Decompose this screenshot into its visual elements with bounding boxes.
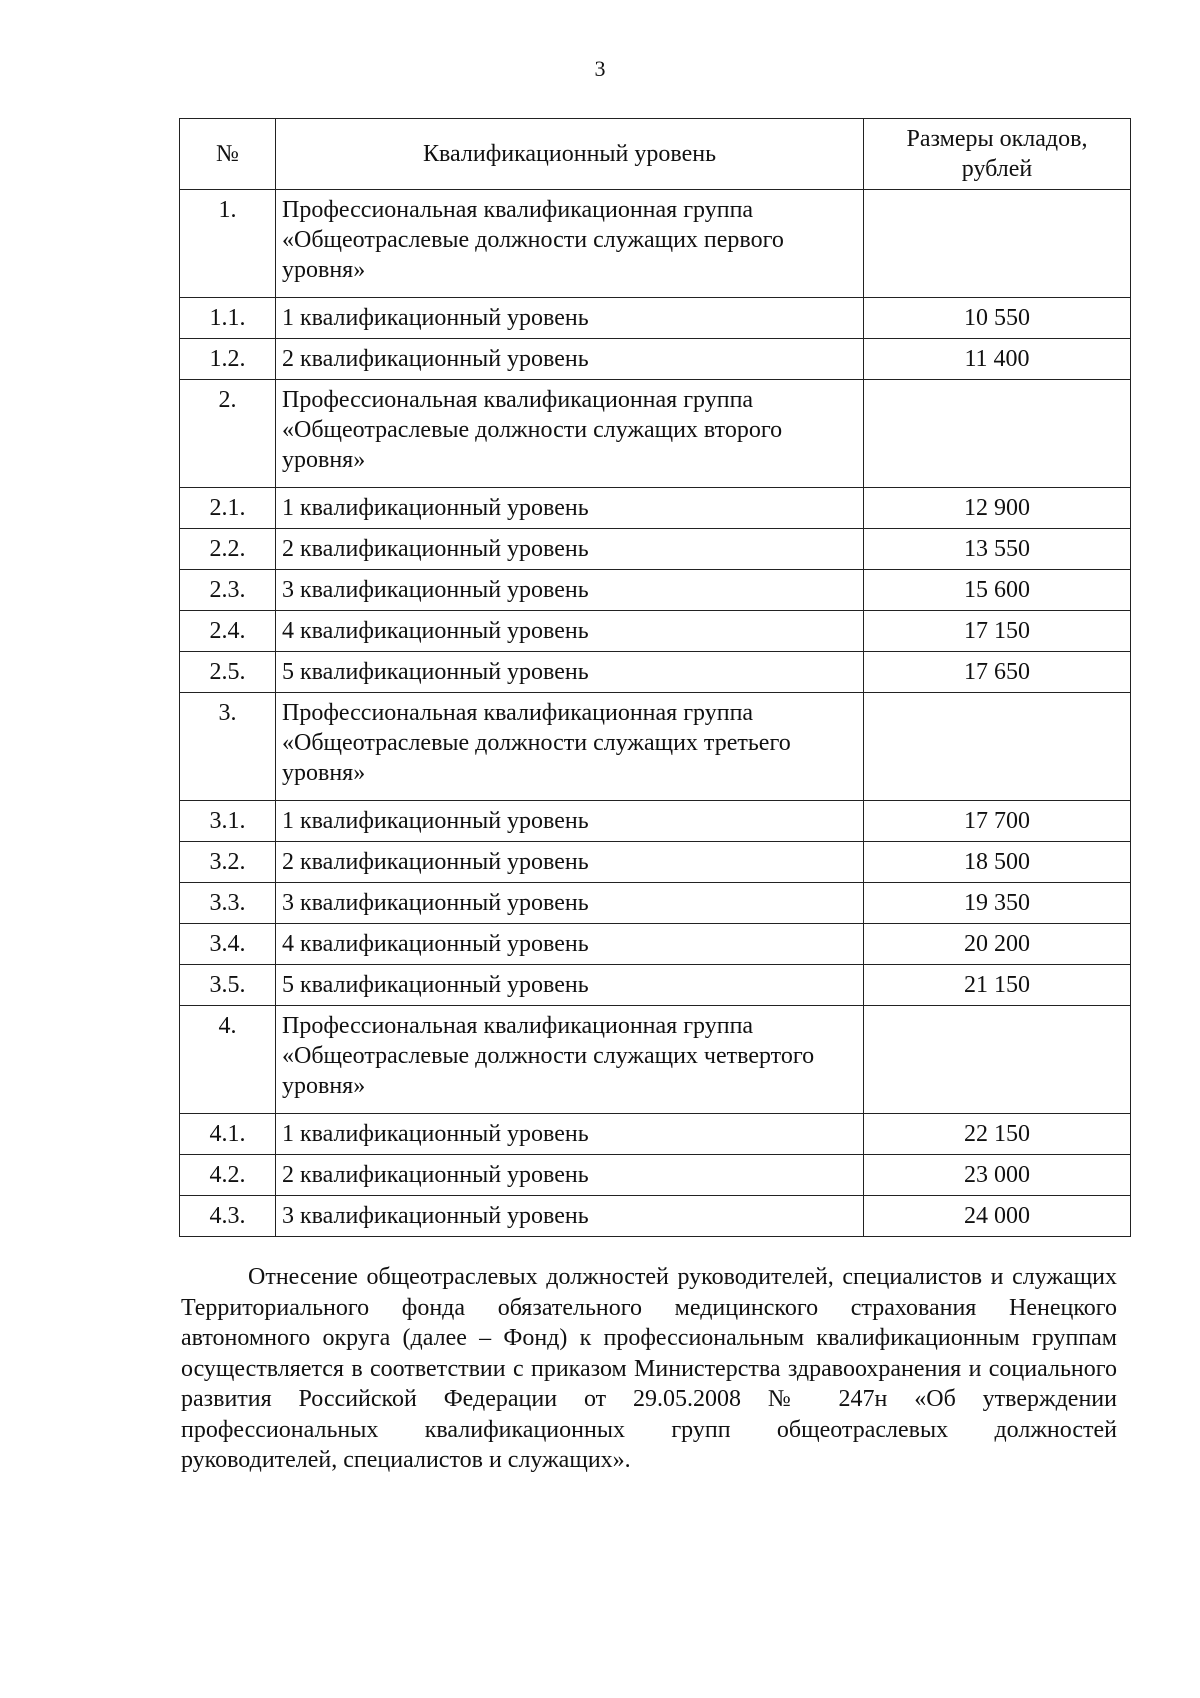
header-number: № <box>180 119 276 190</box>
salary-value: 22 150 <box>864 1114 1131 1155</box>
table-row-group <box>180 1006 1131 1114</box>
row-number: 2.3. <box>180 570 276 611</box>
row-number: 3.2. <box>180 842 276 883</box>
salary-value: 17 650 <box>864 652 1131 693</box>
row-number: 3. <box>180 693 276 801</box>
salary-value: 15 600 <box>864 570 1131 611</box>
row-number: 2.2. <box>180 529 276 570</box>
table-row <box>180 529 1131 570</box>
level-name: 1 квалификационный уровень <box>276 298 864 339</box>
level-name: 4 квалификационный уровень <box>276 924 864 965</box>
group-title: Профессиональная квалификационная группа «Общеотраслевые должности служащих четвертого уровня» <box>276 1006 864 1114</box>
row-number: 4.1. <box>180 1114 276 1155</box>
table-row <box>180 924 1131 965</box>
row-number: 4.2. <box>180 1155 276 1196</box>
salary-value <box>864 190 1131 298</box>
salary-value: 11 400 <box>864 339 1131 380</box>
group-title: Профессиональная квалификационная группа «Общеотраслевые должности служащих первого уровня» <box>276 190 864 298</box>
table-row <box>180 1196 1131 1237</box>
table-row-group <box>180 693 1131 801</box>
level-name: 3 квалификационный уровень <box>276 1196 864 1237</box>
salary-value <box>864 1006 1131 1114</box>
level-name: 1 квалификационный уровень <box>276 1114 864 1155</box>
header-level: Квалификационный уровень <box>276 119 864 190</box>
page-number: 3 <box>594 56 606 81</box>
salary-value: 19 350 <box>864 883 1131 924</box>
table-row <box>180 842 1131 883</box>
salary-value: 17 700 <box>864 801 1131 842</box>
row-number: 1.2. <box>180 339 276 380</box>
table-row <box>180 652 1131 693</box>
level-name: 4 квалификационный уровень <box>276 611 864 652</box>
table-row-group <box>180 190 1131 298</box>
level-name: 5 квалификационный уровень <box>276 965 864 1006</box>
group-title: Профессиональная квалификационная группа «Общеотраслевые должности служащих второго уровня» <box>276 380 864 488</box>
salary-value <box>864 380 1131 488</box>
level-name: 3 квалификационный уровень <box>276 570 864 611</box>
row-number: 1.1. <box>180 298 276 339</box>
level-name: 5 квалификационный уровень <box>276 652 864 693</box>
table-row <box>180 965 1131 1006</box>
table-row <box>180 1114 1131 1155</box>
row-number: 3.1. <box>180 801 276 842</box>
level-name: 2 квалификационный уровень <box>276 842 864 883</box>
header-salary: Размеры окладов, рублей <box>864 119 1131 190</box>
salary-value: 23 000 <box>864 1155 1131 1196</box>
level-name: 2 квалификационный уровень <box>276 339 864 380</box>
table-row-group <box>180 380 1131 488</box>
salary-value: 13 550 <box>864 529 1131 570</box>
level-name: 1 квалификационный уровень <box>276 488 864 529</box>
body-paragraph: Отнесение общеотраслевых должностей руководителей, специалистов и служащих Территориального фонда обязательного медицинского страхования Ненецкого автономного округа (далее – Фонд) к профессиональным квалификационным группам осуществляется в соответствии с приказом Министерства здравоохранения и социального развития Российской Федерации от 29.05.2008 № 247н «Об утверждении профессиональных квалификационных групп общеотраслевых должностей руководителей, специалистов и служащих». <box>181 1264 1117 1473</box>
table-row <box>180 298 1131 339</box>
table-row <box>180 339 1131 380</box>
salary-value: 18 500 <box>864 842 1131 883</box>
row-number: 2.5. <box>180 652 276 693</box>
table-body <box>180 190 1131 1237</box>
salary-value: 20 200 <box>864 924 1131 965</box>
salary-value: 24 000 <box>864 1196 1131 1237</box>
salary-value: 17 150 <box>864 611 1131 652</box>
row-number: 1. <box>180 190 276 298</box>
table-row <box>180 801 1131 842</box>
table-row <box>180 570 1131 611</box>
level-name: 1 квалификационный уровень <box>276 801 864 842</box>
table-header-row <box>180 119 1131 190</box>
salary-value <box>864 693 1131 801</box>
salary-value: 12 900 <box>864 488 1131 529</box>
table-row <box>180 1155 1131 1196</box>
row-number: 3.5. <box>180 965 276 1006</box>
group-title: Профессиональная квалификационная группа «Общеотраслевые должности служащих третьего уровня» <box>276 693 864 801</box>
table-row <box>180 611 1131 652</box>
row-number: 3.4. <box>180 924 276 965</box>
row-number: 3.3. <box>180 883 276 924</box>
salary-table <box>179 118 1131 1237</box>
level-name: 3 квалификационный уровень <box>276 883 864 924</box>
row-number: 2.4. <box>180 611 276 652</box>
salary-value: 10 550 <box>864 298 1131 339</box>
salary-value: 21 150 <box>864 965 1131 1006</box>
row-number: 2.1. <box>180 488 276 529</box>
row-number: 2. <box>180 380 276 488</box>
row-number: 4. <box>180 1006 276 1114</box>
table-row <box>180 488 1131 529</box>
level-name: 2 квалификационный уровень <box>276 529 864 570</box>
table-row <box>180 883 1131 924</box>
row-number: 4.3. <box>180 1196 276 1237</box>
level-name: 2 квалификационный уровень <box>276 1155 864 1196</box>
